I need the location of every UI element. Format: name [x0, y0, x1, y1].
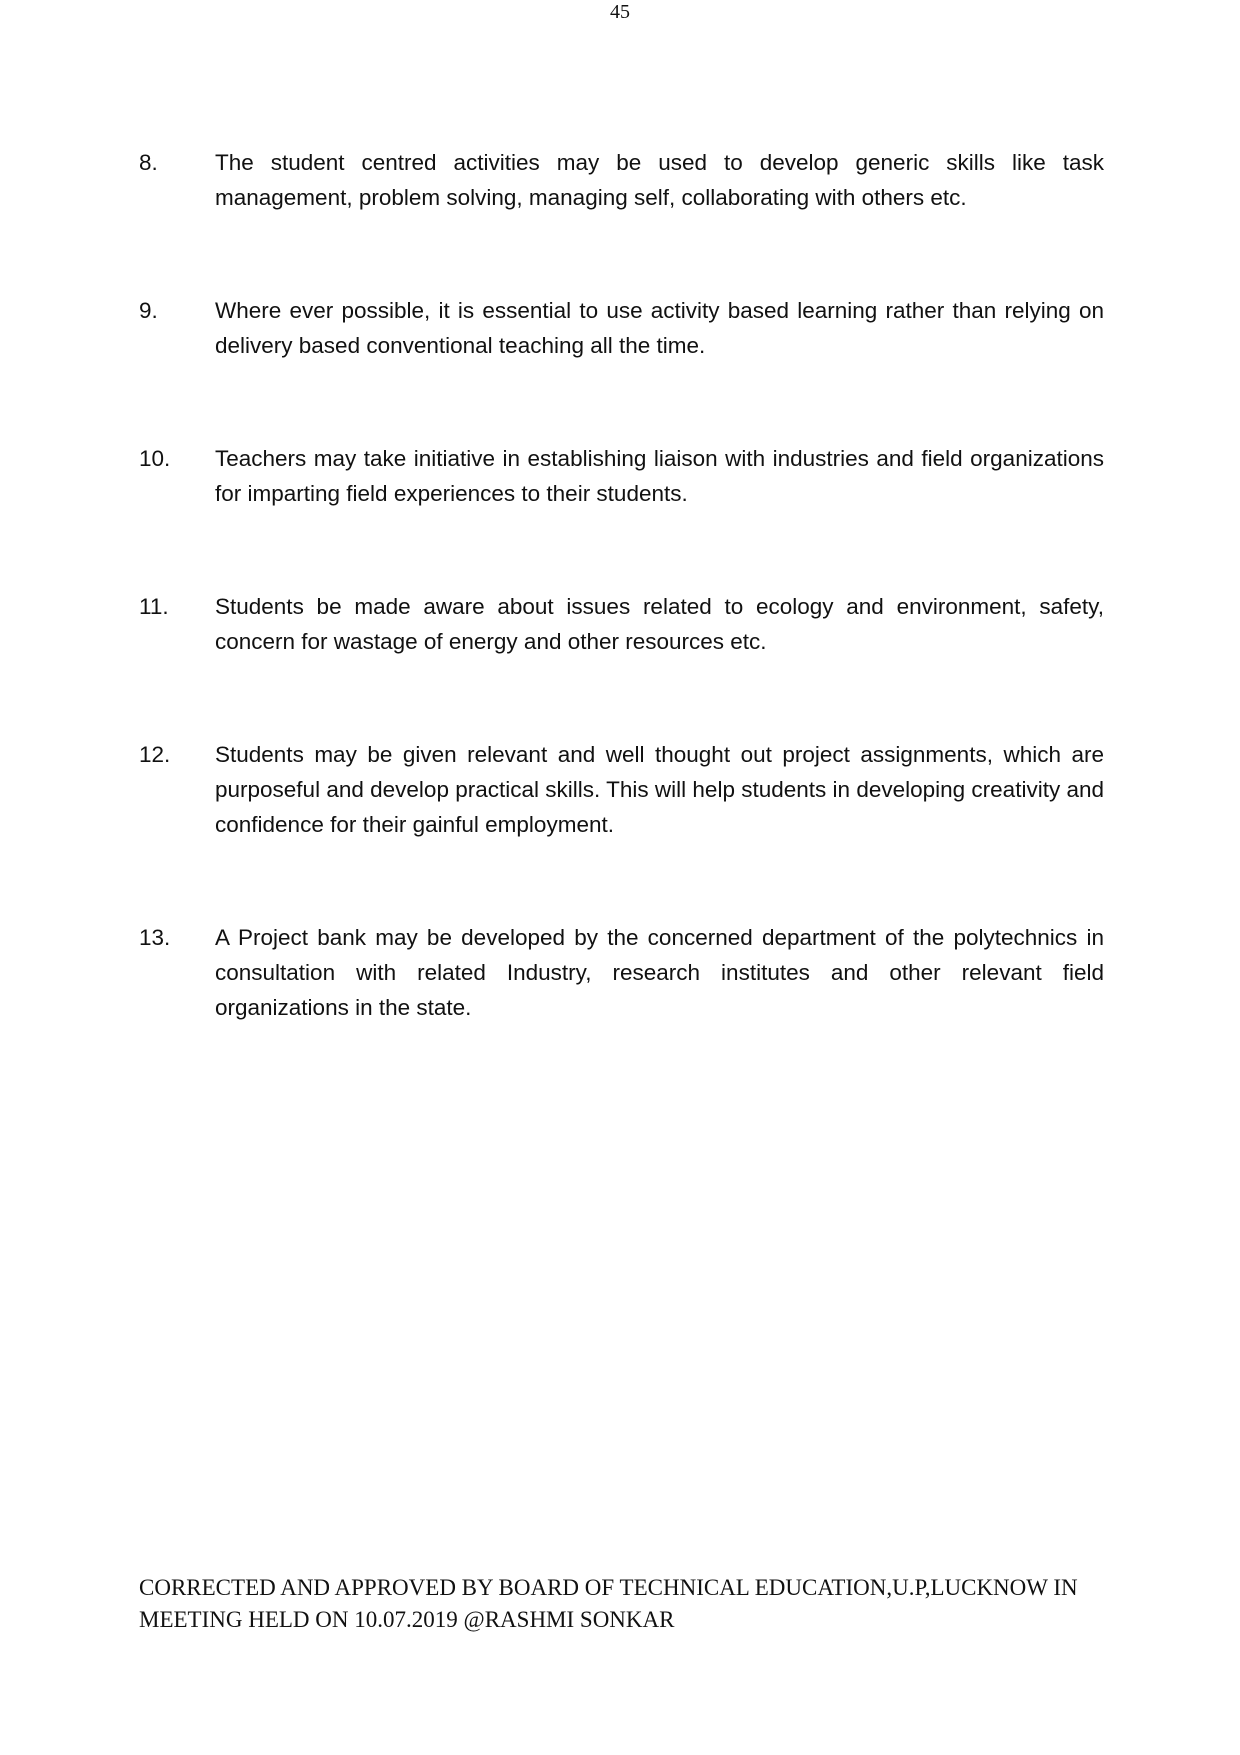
list-item-number: 12. — [139, 742, 171, 767]
list-item-text: A Project bank may be developed by the concerned department of the polytechnics in consultation with related Industry, research institutes and other relevant field organizations in the state. — [215, 925, 1104, 1020]
list-item-number: 11. — [139, 594, 169, 619]
list-item — [139, 293, 1104, 363]
list-item — [139, 145, 1104, 215]
list-item-number: 10. — [139, 446, 171, 471]
list-item — [139, 589, 1104, 659]
list-item-text: Teachers may take initiative in establishing liaison with industries and field organizations for imparting field experiences to their students. — [215, 446, 1104, 506]
list-item-number: 13. — [139, 925, 171, 950]
page-number: 45 — [610, 1, 630, 23]
list-item-number: 8. — [139, 150, 158, 175]
list-item-number: 9. — [139, 298, 158, 323]
list-item — [139, 737, 1104, 842]
footer-line: MEETING HELD ON 10.07.2019 @RASHMI SONKAR — [139, 1607, 675, 1632]
footer-line: CORRECTED AND APPROVED BY BOARD OF TECHNICAL EDUCATION,U.P,LUCKNOW IN — [139, 1575, 1078, 1600]
list-item-text: Where ever possible, it is essential to use activity based learning rather than relying on delivery based conventional teaching all the time. — [215, 298, 1104, 358]
list-item — [139, 441, 1104, 511]
list-item-text: Students be made aware about issues related to ecology and environment, safety, concern for wastage of energy and other resources etc. — [215, 594, 1104, 654]
list-item — [139, 920, 1104, 1025]
list-item-text: Students may be given relevant and well thought out project assignments, which are purposeful and develop practical skills. This will help students in developing creativity and confidence for their gainful employment. — [215, 742, 1104, 837]
approval-footer — [139, 1572, 1099, 1636]
list-item-text: The student centred activities may be used to develop generic skills like task management, problem solving, managing self, collaborating with others etc. — [215, 150, 1104, 210]
numbered-list — [139, 145, 1104, 1103]
